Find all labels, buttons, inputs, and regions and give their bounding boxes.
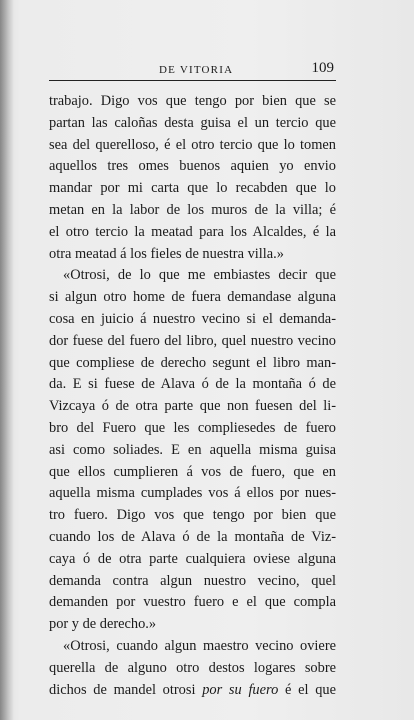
text-line: Vizcaya ó de otra parte que non fuesen del li- xyxy=(49,398,336,415)
text-line xyxy=(49,680,336,702)
text-line: partan las caloñas desta guisa el un tercio que xyxy=(49,114,336,131)
text-line: dor fuese del fuero del libro, quel nuestro vecino xyxy=(49,332,336,349)
italic-phrase: por su fuero xyxy=(202,681,279,698)
text-line: da. E si fuese de Alava ó de la montaña ó de xyxy=(49,376,336,393)
text-line: si algun otro home de fuera demandase alguna xyxy=(49,289,336,306)
text-line: otra meatad á los fieles de nuestra villa.» xyxy=(49,245,284,262)
text-line: caya ó de otra parte cualquiera oviese alguna xyxy=(49,550,336,567)
text-line: aquellos tres omes buenos aquien yo envio xyxy=(49,158,336,175)
text-line: que ellos cumplieren á vos de fuero, que en xyxy=(49,463,336,480)
text-line: «Otrosi, cuando algun maestro vecino oviere xyxy=(63,637,336,654)
text-line: «Otrosi, de lo que me embiastes decir que xyxy=(63,267,336,284)
body-text xyxy=(49,91,336,701)
page-number: 109 xyxy=(311,60,334,76)
text-run: é el que xyxy=(278,681,337,698)
running-title: DE VITORIA xyxy=(159,64,234,76)
text-line: mandar por mi carta que lo recabden que lo xyxy=(49,180,336,197)
text-line: cosa en juicio á nuestro vecino si el demanda- xyxy=(49,310,336,327)
text-line: aquella misma cumplades vos á ellos por nues- xyxy=(49,485,336,502)
text-line: tro fuero. Digo vos que tengo por bien que xyxy=(49,507,336,524)
text-line: demanden por vuestro fuero e el que compla xyxy=(49,594,336,611)
text-line: demanda contra algun nuestro vecino, quel xyxy=(49,572,336,589)
text-line: asi como soliades. E en aquella misma guisa xyxy=(49,441,336,458)
text-line: por y de derecho.» xyxy=(49,616,157,633)
text-line: trabajo. Digo vos que tengo por bien que se xyxy=(49,93,336,109)
binding-shadow xyxy=(0,0,14,720)
running-head xyxy=(49,60,334,82)
text-line: el otro tercio la meatad para los Alcaldes, é la xyxy=(49,223,336,240)
text-line: bro del Fuero que les compliesedes de fuero xyxy=(49,419,336,436)
text-run: dichos de mandel otrosi xyxy=(49,681,203,698)
text-line: querella de alguno otro destos logares sobre xyxy=(49,659,336,676)
header-rule xyxy=(49,80,336,81)
text-line: que compliese de derecho segunt el libro man- xyxy=(49,354,336,371)
text-line: metan en la labor de los muros de la villa; é xyxy=(49,201,336,218)
text-line: sea del querelloso, é el otro tercio que lo tomen xyxy=(49,136,336,153)
text-line: cuando los de Alava ó de la montaña de Viz- xyxy=(49,528,336,545)
